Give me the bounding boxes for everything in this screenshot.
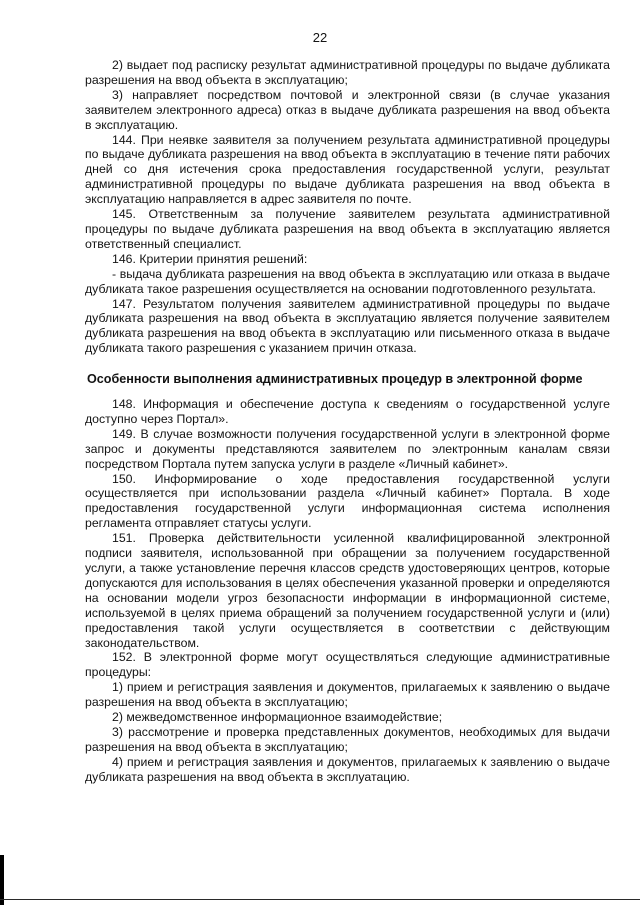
paragraph: 144. При неявке заявителя за получением результата административной процедуры по выдаче дубликата разрешения на ввод объекта в эксплуатацию в течение пяти рабочих дней со дня истечения срока предоставления государственной услуги, результат административной процедуры по выдаче дубликата разрешения на ввод объекта в эксплуатацию направляется в адрес заявителя по почте.: [85, 132, 610, 207]
scan-bottom-edge: [0, 899, 640, 900]
list-item: 3) рассмотрение и проверка представленных документов, необходимых для выдачи разрешения на ввод объекта в эксплуатацию;: [85, 724, 610, 754]
list-item: 1) прием и регистрация заявления и документов, прилагаемых к заявлению о выдаче разрешения на ввод объекта в эксплуатацию;: [85, 680, 610, 710]
paragraph: 147. Результатом получения заявителем административной процедуры по выдаче дубликата разрешения на ввод объекта в эксплуатацию является получение заявителем дубликата разрешения на ввод объекта в эксплуатацию или письменного отказа в выдаче дубликата такого разрешения с указанием причин отказа.: [85, 296, 610, 356]
list-item: 4) прием и регистрация заявления и документов, прилагаемых к заявлению о выдаче дубликата разрешения на ввод объекта в эксплуатацию.: [85, 754, 610, 784]
paragraph: 152. В электронной форме могут осуществляться следующие административные процедуры:: [85, 650, 610, 680]
section-heading: Особенности выполнения административных процедур в электронной форме: [87, 372, 583, 387]
paragraph: 148. Информация и обеспечение доступа к сведениям о государственной услуге доступно через Портал».: [85, 397, 610, 426]
document-body: [85, 58, 610, 785]
paragraph: - выдача дубликата разрешения на ввод объекта в эксплуатацию или отказа в выдаче дубликата такое разрешения осуществляется на основании подготовленного результата.: [85, 266, 610, 296]
paragraph: 149. В случае возможности получения государственной услуги в электронной форме запрос и документы представляются заявителем по электронным каналам связи посредством Портала путем запуска услуги в разделе «Личный кабинет».: [85, 426, 610, 471]
paragraph: 3) направляет посредством почтовой и электронной связи (в случае указания заявителем электронного адреса) отказ в выдаче дубликата разрешения на ввод объекта в эксплуатацию.: [85, 87, 610, 132]
paragraph: 146. Критерии принятия решений:: [112, 251, 308, 266]
list-item: 2) межведомственное информационное взаимодействие;: [112, 710, 443, 725]
paragraph: 150. Информирование о ходе предоставления государственной услуги осуществляется при использовании раздела «Личный кабинет» Портала. В ходе предоставления государственной услуги информационная система исполнения регламента отправляет статусы услуги.: [85, 471, 610, 531]
page-number: 22: [312, 30, 328, 45]
scan-edge-mark: [0, 855, 4, 905]
paragraph: 2) выдает под расписку результат административной процедуры по выдаче дубликата разрешения на ввод объекта в эксплуатацию;: [85, 58, 610, 87]
paragraph: 151. Проверка действительности усиленной квалифицированной электронной подписи заявителя, использованной при обращении за получением государственной услуги, а также установление перечня классов средств удостоверяющих центров, которые допускаются для использования в целях обеспечения указанной проверки и определяются на основании модели угроз безопасности информации в информационной системе, используемой в целях приема обращений за получением государственной услуги и (или) предоставления такой услуги осуществляется в соответствии с действующим законодательством.: [85, 531, 610, 650]
paragraph: 145. Ответственным за получение заявителем результата административной процедуры по выдаче дубликата разрешения на ввод объекта в эксплуатацию является ответственный специалист.: [85, 207, 610, 251]
